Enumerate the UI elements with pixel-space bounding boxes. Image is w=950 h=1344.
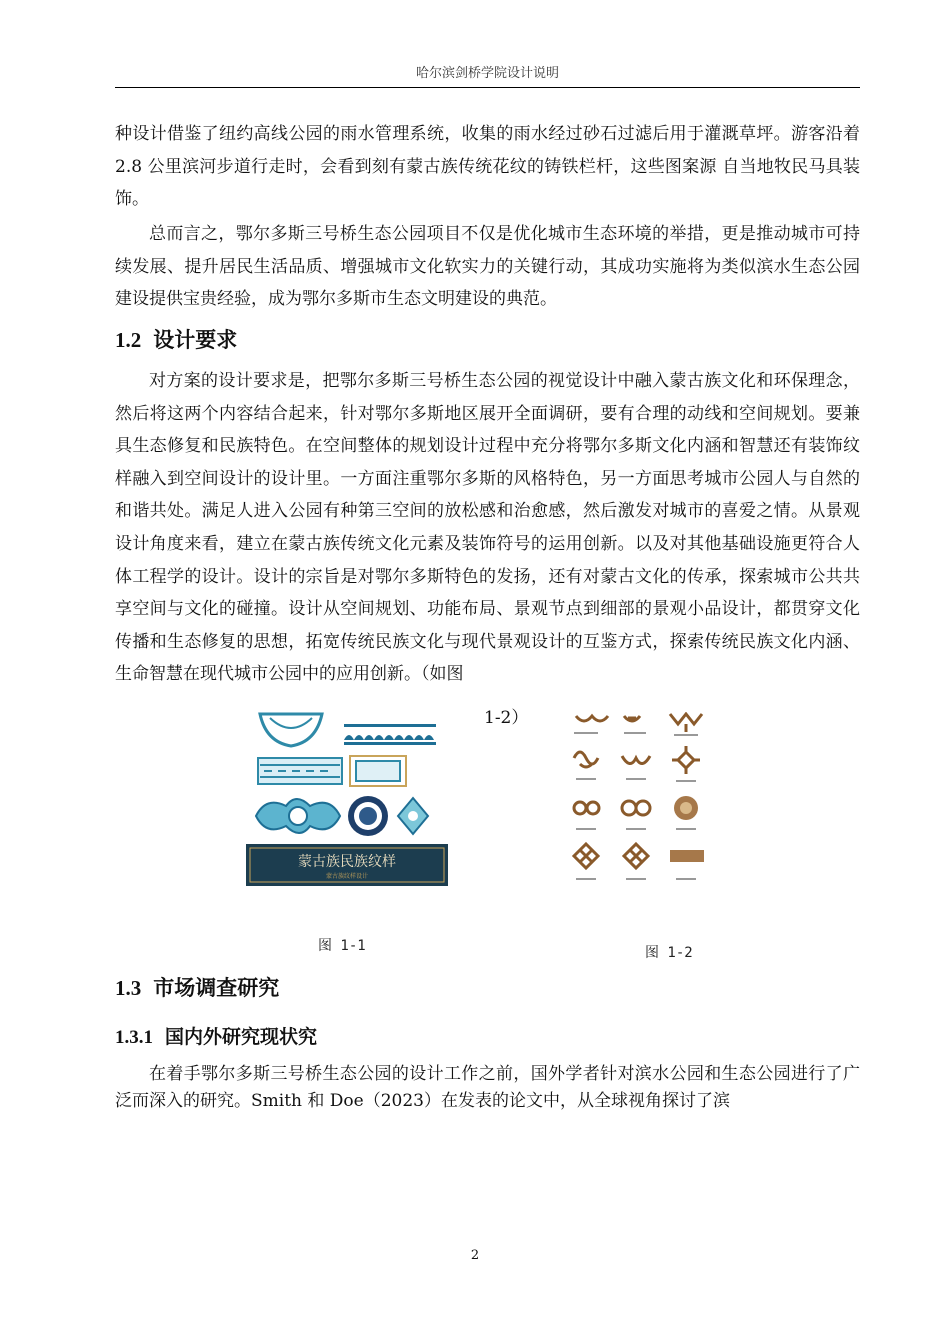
ornament-symbol <box>574 802 586 814</box>
section-number: 1.2 <box>115 328 142 352</box>
ornament-symbol <box>576 716 608 721</box>
mongolian-patterns-collage <box>246 712 448 886</box>
page-number: 2 <box>470 1248 480 1263</box>
medallion-row <box>256 796 428 836</box>
ornament-symbol-grid <box>562 712 712 890</box>
endless-knot-symbol <box>574 844 598 868</box>
ornament-symbol <box>670 714 702 732</box>
section-number: 1.3.1 <box>115 1027 153 1048</box>
wave-band <box>344 724 436 745</box>
ornament-symbol <box>622 801 636 815</box>
figure-1-2-image <box>562 712 712 890</box>
section-heading-1-2 <box>115 324 237 354</box>
section-title: 设计要求 <box>153 328 238 352</box>
ornament-symbol <box>622 756 650 764</box>
subsection-heading-1-3-1 <box>115 1022 317 1049</box>
section-title: 国内外研究现状究 <box>165 1026 318 1048</box>
paragraph-research-status: 在着手鄂尔多斯三号桥生态公园的设计工作之前，国外学者针对滨水公园和生态公园进行了广泛而深入的研究。Smith 和 Doe（2023）在发表的论文中，从全球视角探讨了滨 <box>115 1064 860 1111</box>
paragraph-rainwater: 种设计借鉴了纽约高线公园的雨水管理系统，收集的雨水经过砂石过滤后用于灌溉草坪。游客沿着 2.8 公里滨河步道行走时，会看到刻有蒙古族传统花纹的铸铁栏杆，这些图案源 自当地牧民马具装饰。 <box>115 124 860 210</box>
figure-1-1-caption: 图 1-1 <box>318 938 366 954</box>
figure-reference: 1-2） <box>484 708 529 728</box>
banner-subtitle: 蒙古族纹样设计 <box>325 873 369 880</box>
endless-knot-symbol <box>624 844 648 868</box>
section-number: 1.3 <box>115 976 142 1000</box>
ornament-symbol <box>672 746 700 774</box>
paragraph-design-requirements: 对方案的设计要求是，把鄂尔多斯三号桥生态公园的视觉设计中融入蒙古族文化和环保理念，然后将这两个内容结合起来，针对鄂尔多斯地区展开全面调研，要有合理的动线和空间规划。要兼具生态修复和民族特色。在空间整体的规划设计过程中充分将鄂尔多斯文化内涵和智慧还有装饰纹样融入到空间设计的设计里。一方面注重鄂尔多斯的风格特色，另一方面思考城市公园人与自然的和谐共处。满足人进入公园有种第三空间的放松感和治愈感，然后激发对城市的喜爱之情。从景观设计角度来看，建立在蒙古族传统文化元素及装饰符号的运用创新。以及对其他基础设施更符合人体工程学的设计。设计的宗旨是对鄂尔多斯特色的发扬，还有对蒙古文化的传承，探索城市公共共享空间与文化的碰撞。设计从空间规划、功能布局、景观节点到细部的景观小品设计，都贯穿文化传播和生态修复的思想，拓宽传统民族文化与现代景观设计的互鉴方式，探索传统民族文化内涵、生命智慧在现代城市公园中的应用创新。（如图 <box>115 371 860 685</box>
figure-1-2-caption: 图 1-2 <box>645 945 693 961</box>
ornament-symbol <box>670 850 704 862</box>
ornament-symbol <box>624 716 640 721</box>
fan-ornament <box>260 714 322 746</box>
page-header: 哈尔滨剑桥学院设计说明 <box>115 62 860 88</box>
ornament-symbol <box>574 752 598 767</box>
figure-1-1-image <box>246 712 448 886</box>
banner-title: 蒙古族民族纹样 <box>298 854 396 870</box>
paragraph-conclusion: 总而言之，鄂尔多斯三号桥生态公园项目不仅是优化城市生态环境的举措，更是推动城市可持续发展、提升居民生活品质、增强城市文化软实力的关键行动，其成功实施将为类似滨水生态公园建设提供宝贵经验，成为鄂尔多斯市生态文明建设的典范。 <box>115 224 860 310</box>
section-title: 市场调查研究 <box>153 976 280 1000</box>
section-heading-1-3 <box>115 972 279 1002</box>
